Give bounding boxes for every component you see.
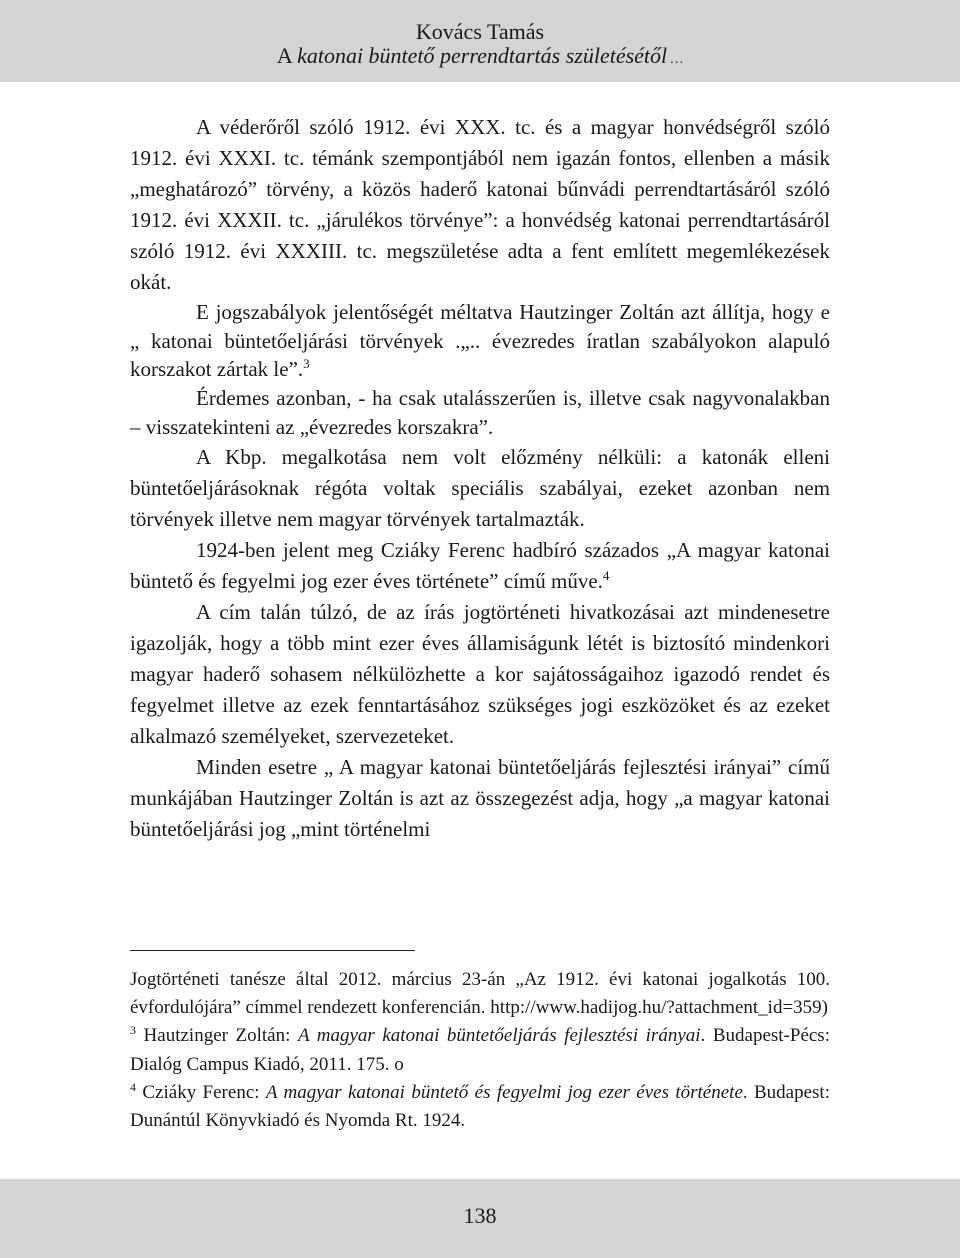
footnote-separator: [130, 950, 415, 951]
header-title-italic: katonai büntető perrendtartás születésétől: [297, 43, 668, 68]
paragraph-1: A véderőről szóló 1912. évi XXX. tc. és a magyar honvédségről szóló 1912. évi XXXI. tc. témánk szempontjából nem igazán fontos, ellenben a másik „meghatározó” törvény, a közös haderő katonai bűnvádi perrendtartásáról szóló 1912. évi XXXII. tc. „járulékos törvénye”: a honvédség katonai perrendtartásáról szóló 1912. évi XXXIII. tc. megszületése adta a fent említett megemlékezések okát.: [130, 115, 830, 294]
paragraph-5-text: 1924-ben jelent meg Cziáky Ferenc hadbíró százados „A magyar katonai büntető és fegyelmi jog ezer éves története” című műve.: [130, 537, 830, 593]
paragraph-4: A Kbp. megalkotása nem volt előzmény nélküli: a katonák elleni büntetőeljárásoknak régóta voltak speciális szabályai, ezeket azonban nem törvények illetve nem magyar törvények tartalmazták.: [130, 444, 830, 531]
footnote-3-number: 3: [130, 1023, 136, 1038]
footnote-continuation: Jogtörténeti tanésze által 2012. március 23-án „Az 1912. évi katonai jogalkotás 100. évfordulójára” címmel rendezett konferencián. http://www.hadijog.hu/?attachment_id=359): [130, 969, 830, 1019]
page-footer: [0, 1179, 960, 1258]
header-title-ellipsis: …: [667, 52, 684, 67]
footnote-ref-4: 4: [602, 567, 610, 583]
footnote-ref-3: 3: [303, 356, 310, 372]
footnote-3-author: Hautzinger Zoltán:: [136, 1025, 298, 1047]
page-number: 138: [463, 1203, 497, 1228]
body-text: [130, 112, 830, 845]
footnote-3-rest: . Budapest-Pécs: Dialóg Campus Kiadó, 2011. 175. o: [130, 1025, 830, 1075]
paragraph-2: [130, 298, 830, 384]
footnote-4-rest: . Budapest: Dunántúl Könyvkiadó és Nyomda Rt. 1924.: [130, 1081, 830, 1132]
header-author: Kovács Tamás: [415, 19, 545, 44]
paragraph-6: A cím talán túlzó, de az írás jogtörténeti hivatkozásai azt mindenesetre igazolják, hogy a több mint ezer éves államiságunk létét is biztosító mindenkori magyar haderő sohasem nélkülözhette a kor sajátosságaihoz igazodó rendet és fegyelmet illetve az ezek fenntartásához szükséges jogi eszközöket és az ezeket alkalmazó személyeket, szervezeteket.: [130, 599, 830, 748]
running-header: [0, 0, 960, 82]
footnote-4-title: A magyar katonai büntető és fegyelmi jog ezer éves története: [265, 1081, 743, 1103]
footnote-4-number: 4: [130, 1079, 136, 1094]
paragraph-7: Minden esetre „ A magyar katonai büntetőeljárás fejlesztési irányai” című munkájában Hautzinger Zoltán is azt az összegezést adja, hogy „a magyar katonai büntetőeljárási jog „mint történelmi: [130, 754, 830, 841]
footnote-3-title: A magyar katonai büntetőeljárás fejlesztési irányai: [297, 1025, 701, 1047]
paragraph-2-text: E jogszabályok jelentőségét méltatva Hautzinger Zoltán azt állítja, hogy e „ katonai büntetőeljárási törvények .„.. évezredes íratlan szabályokon alapuló korszakot zártak le”.: [130, 300, 830, 382]
paragraph-3: Érdemes azonban, - ha csak utalásszerűen is, illetve csak nagyvonalakban – visszatekinteni az „évezredes korszakra”.: [130, 386, 830, 439]
header-title: [0, 44, 960, 72]
paragraph-5: [130, 535, 830, 597]
footnotes: [130, 966, 830, 1135]
footnote-4: [130, 1079, 830, 1135]
header-title-lead: A: [276, 43, 298, 68]
footnote-4-author: Cziáky Ferenc:: [136, 1081, 266, 1103]
footnote-3: [130, 1022, 830, 1078]
